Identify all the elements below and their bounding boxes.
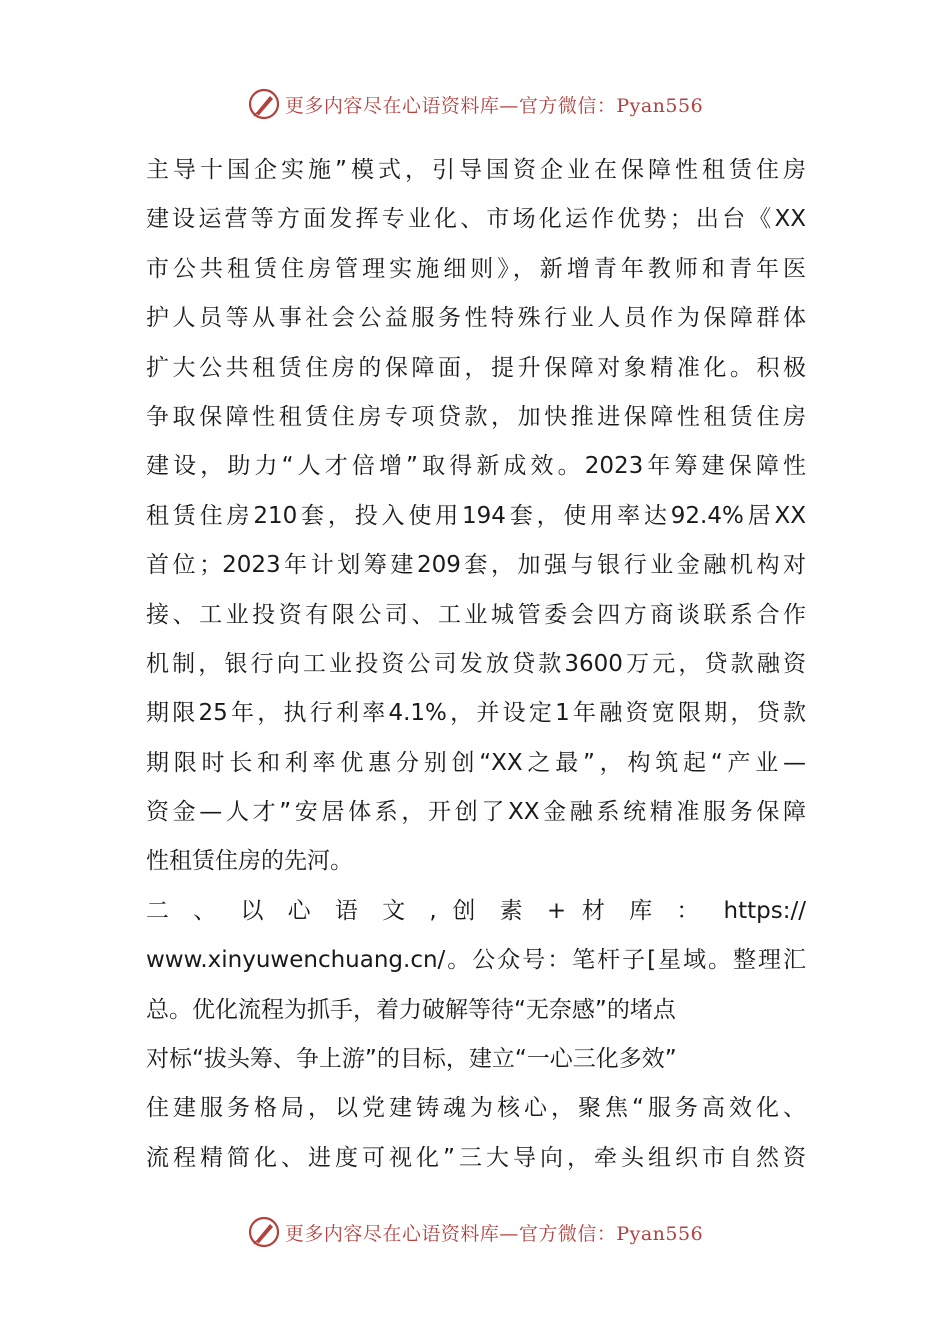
body-line: 护人员等从事社会公益服务性特殊行业人员作为保障群体 xyxy=(146,305,806,332)
pen-logo-icon xyxy=(247,87,281,121)
body-line: 扩大公共租赁住房的保障面，提升保障对象精准化。积极 xyxy=(146,354,806,381)
body-line: 住建服务格局，以党建铸魂为核心，聚焦“服务高效化、 xyxy=(146,1095,806,1122)
body-line: 流程精简化、进度可视化”三大导向，牵头组织市自然资 xyxy=(146,1144,806,1171)
header-watermark-text: 更多内容尽在心语资料库—官方微信：Pyan556 xyxy=(284,94,704,117)
body-line: 租赁住房210套，投入使用194套，使用率达92.4%居XX xyxy=(146,502,806,529)
footer-watermark-banner xyxy=(0,1212,950,1252)
body-line: 资金—人才”安居体系，开创了XX金融系统精准服务保障 xyxy=(146,799,806,826)
section-heading-line: 二 、 以 心 语 文 , 创 素 + 材 库 ： https:// xyxy=(146,897,806,924)
body-line: www.xinyuwenchuang.cn/。公众号：笔杆子[星域。整理汇 xyxy=(146,947,806,974)
body-line: 性租赁住房的先河。 xyxy=(146,848,353,875)
body-line: 首位；2023年计划筹建209套，加强与银行业金融机构对 xyxy=(146,552,806,579)
header-watermark-banner xyxy=(0,84,950,124)
body-line: 建设运营等方面发挥专业化、市场化运作优势；出台《XX xyxy=(146,206,806,233)
body-line: 市公共租赁住房管理实施细则》，新增青年教师和青年医 xyxy=(146,255,806,282)
body-line: 争取保障性租赁住房专项贷款，加快推进保障性租赁住房 xyxy=(146,403,806,430)
pen-logo-icon xyxy=(247,1215,281,1249)
body-line: 建设，助力“人才倍增”取得新成效。2023年筹建保障性 xyxy=(146,453,806,480)
body-line: 期限时长和利率优惠分别创“XX之最”，构筑起“产业— xyxy=(146,749,806,776)
body-line: 对标“拔头筹、争上游”的目标，建立“一心三化多效” xyxy=(146,1046,677,1073)
body-line: 主导十国企实施”模式，引导国资企业在保障性租赁住房 xyxy=(146,157,806,183)
body-line: 期限25年，执行利率4.1%，并设定1年融资宽限期，贷款 xyxy=(146,700,806,727)
body-line: 接、工业投资有限公司、工业城管委会四方商谈联系合作 xyxy=(146,601,806,628)
body-line: 总。优化流程为抓手，着力破解等待“无奈感”的堵点 xyxy=(146,996,676,1023)
document-body xyxy=(146,146,806,1183)
footer-watermark-text: 更多内容尽在心语资料库—官方微信：Pyan556 xyxy=(284,1222,704,1245)
body-line: 机制，银行向工业投资公司发放贷款3600万元，贷款融资 xyxy=(146,650,806,677)
